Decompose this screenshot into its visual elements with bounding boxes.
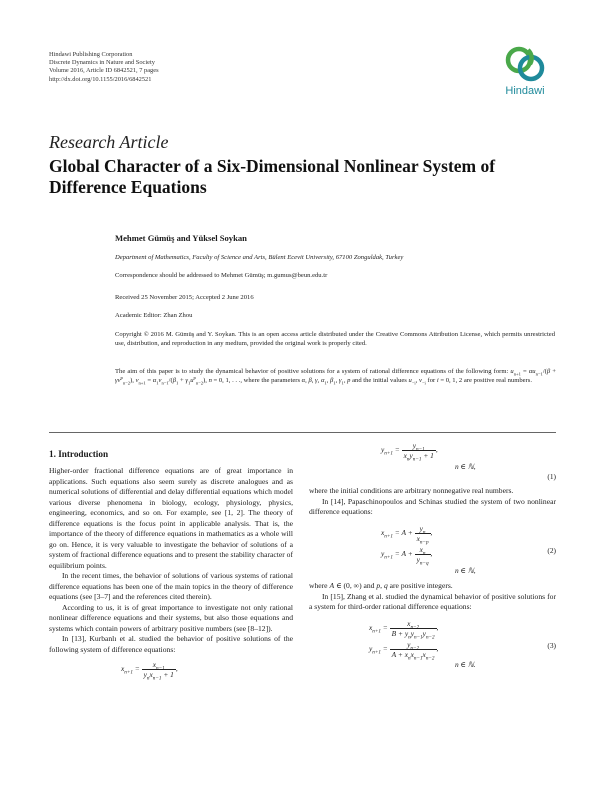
journal-name: Discrete Dynamics in Nature and Society xyxy=(49,59,155,67)
intro-paragraph-1: Higher-order fractional difference equations are of great importance in applications. Such equations also seem surely as discrete analogues and as numerical solutions of differential and delay differential equations which model various diverse phenomena in biology, ecology, physiology, physics, engineering, economics, and so on. For example, see [1, 2]. The theory of difference equations is the focus point in applicable analysis. That is, the importance of the theory of difference equations in mathematics as a whole will go on. Hence, it is very valuable to investigate the behavior of solutions of a system of fractional difference equations and to present the stability character of equilibrium points. xyxy=(49,466,293,570)
column-right: $y_{n+1}$ = $\frac{y_{n-1}}{x_ny_{n-1} + 1}$ , n ∈ ℕ, (1) where the initial conditions are arbitrary nonnegative real numbers. In [14], Papaschinopoulos and Schinas studied the system of two nonlinear difference equations: $x_{n+1} = A$ + $\frac{y_n}{x_{n-p}}$ , $y_{n+1} = A$ + $\frac{x_n}{y_{n-q}}$ , (2) n ∈ ℕ, where A ∈ (0, ∞) and p, q are positive integers. In [15], Zhang et al. studied the dynamical behavior of positive solutions for a system for third-order rational difference equations: $x_{n+1}$ = $\frac{x_{n-2}}{B + y_ny_{n-1}y_{n-2}}$ , $y_{n+1}$ = $\frac{y_{n-2}}{A + x_nx_{n-1}x_{n-2}}$ , (3) n ∈ ℕ. xyxy=(309,441,556,669)
publisher: Hindawi Publishing Corporation xyxy=(49,51,133,58)
equation-2-block xyxy=(309,524,556,577)
equation-2a: $x_{n+1} = A$ + $\frac{y_n}{x_{n-p}}$ , xyxy=(381,523,433,545)
abstract-for: for xyxy=(427,377,436,385)
eq2-number: (2) xyxy=(547,545,556,555)
after-eq1: where the initial conditions are arbitrary nonnegative real numbers. xyxy=(309,486,514,495)
equation-1b: $y_{n+1}$ = $\frac{y_{n-1}}{x_ny_{n-1} + 1}$ , xyxy=(381,441,438,463)
volume-info: Volume 2016, Article ID 6842521, 7 pages xyxy=(49,67,159,75)
section-heading-introduction: 1. Introduction xyxy=(49,449,109,459)
intro-paragraph-4: In [13], Kurbanlı et al. studied the behavior of positive solutions of the following system of difference equations: xyxy=(49,634,293,654)
affiliation: Department of Mathematics, Faculty of Science and Arts, Bülent Ecevit University, 67100 Zonguldak, Turkey xyxy=(115,254,404,261)
equation-3a: $x_{n+1}$ = $\frac{x_{n-2}}{B + y_ny_{n-1}y_{n-2}}$ , xyxy=(369,618,439,640)
doi-link[interactable]: http://dx.doi.org/10.1155/2016/6842521 xyxy=(49,75,152,83)
abstract-and: and xyxy=(352,377,362,385)
section-divider xyxy=(49,432,556,433)
hindawi-logo xyxy=(494,44,556,97)
where-label: where xyxy=(309,581,328,590)
correspondence: Correspondence should be addressed to Mehmet Gümüş; m.gumus@beun.edu.tr xyxy=(115,272,328,279)
abstract-intro: The aim of this paper is to study the dynamical behavior of positive solutions for a system of rational difference equations of the following form: xyxy=(115,368,509,375)
abstract-mid: where the parameters xyxy=(243,377,301,385)
abstract: The aim of this paper is to study the dynamical behavior of positive solutions for a system of rational difference equations of the following form: $u_{n+1} = \alpha u_{n-1}/(\beta + \gamma v^p_{n-2})$, $v_{n+1} = \alpha_1v_{n-1}/(\beta_1 + \gamma_1u^p_{n-2})$, n = 0, 1, . . ., where the parameters α, β, γ, $\alpha_1$, $\beta_1$, $\gamma_1$, p and the initial values $u_{-i}$, $v_{-i}$ for i = 0, 1, 2 are positive real numbers. xyxy=(115,368,556,386)
hindawi-rings-icon xyxy=(502,44,548,84)
eq3-number: (3) xyxy=(547,640,556,650)
eq1-domain: n ∈ ℕ, xyxy=(455,462,476,471)
abstract-initial: the initial values xyxy=(363,377,407,385)
intro-paragraph-5: In [14], Papaschinopoulos and Schinas studied the system of two nonlinear difference equations: xyxy=(309,496,556,516)
logo-text: Hindawi xyxy=(505,85,545,97)
eq2-domain: n ∈ ℕ, xyxy=(455,565,476,575)
abstract-end: are positive real numbers. xyxy=(463,377,532,385)
intro-paragraph-6: In [15], Zhang et al. studied the dynamical behavior of positive solutions for a system for third-order rational difference equations: xyxy=(309,591,556,611)
column-left xyxy=(49,466,293,682)
academic-editor: Academic Editor: Zhan Zhou xyxy=(115,312,193,319)
copyright: Copyright © 2016 M. Gümüş and Y. Soykan. This is an open access article distributed under the Creative Commons Attribution License, which permits unrestricted use, distribution, and reproduction in any medium, provided the original work is properly cited. xyxy=(115,331,555,347)
journal-info xyxy=(49,51,159,84)
equation-2b: $y_{n+1} = A$ + $\frac{x_n}{y_{n-q}}$ , xyxy=(381,544,433,566)
authors: Mehmet Gümüş and Yüksel Soykan xyxy=(115,233,247,243)
article-type: Research Article xyxy=(49,132,169,152)
received-dates: Received 25 November 2015; Accepted 2 June 2016 xyxy=(115,294,254,301)
paper-title: Global Character of a Six-Dimensional Nonlinear System of Difference Equations xyxy=(49,156,496,197)
equation-3-block xyxy=(309,619,556,671)
equation-1a: $x_{n+1}$ = $\frac{x_{n-1}}{y_nx_{n-1} + 1}$ , xyxy=(121,660,178,682)
after-eq2: are positive integers. xyxy=(389,581,453,590)
eq3-domain: n ∈ ℕ. xyxy=(455,659,476,669)
intro-paragraph-3: According to us, it is of great importance to investigate not only rational nonlinear difference equations and their systems, but also those equations and systems which contain powers of arbitrary positive numbers (see [8–12]). xyxy=(49,602,293,633)
eq1-number: (1) xyxy=(547,471,556,481)
equation-3b: $y_{n+1}$ = $\frac{y_{n-2}}{A + x_nx_{n-1}x_{n-2}}$ , xyxy=(369,639,439,661)
intro-paragraph-2: In the recent times, the behavior of solutions of various systems of rational difference equations has been one of the main topics in the theory of difference equations (see [3–7] and the references cited therein). xyxy=(49,571,293,601)
